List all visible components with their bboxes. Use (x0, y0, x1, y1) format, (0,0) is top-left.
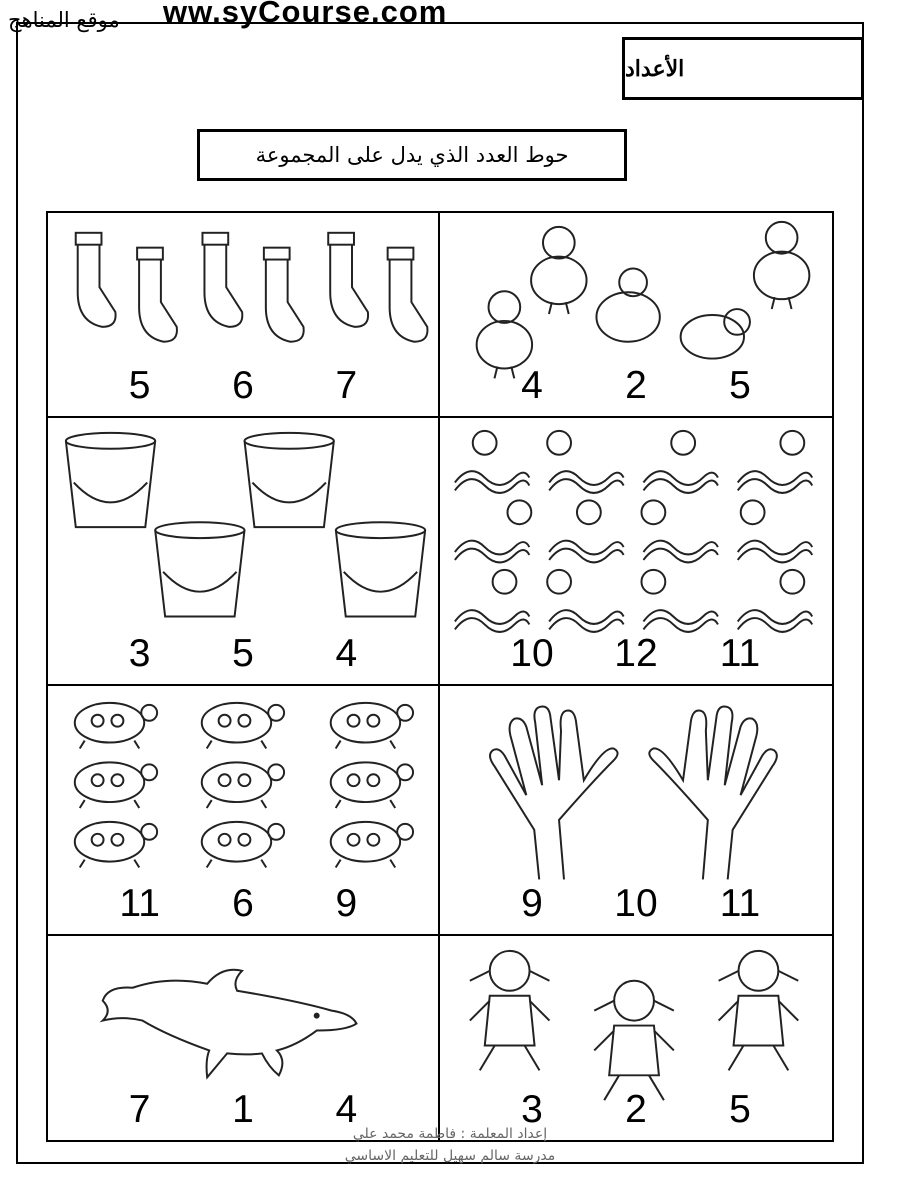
site-name-arabic: موقع المناهج (8, 8, 120, 32)
footer-school: مدرسة سالم سهيل للتعليم الاساسي (344, 1148, 556, 1164)
number-option[interactable]: 10 (510, 632, 554, 675)
cell-hands (440, 686, 832, 936)
number-option[interactable]: 5 (729, 364, 751, 407)
number-option[interactable]: 5 (232, 632, 254, 675)
cell-turtles (48, 686, 440, 936)
number-option[interactable]: 12 (614, 632, 658, 675)
number-option[interactable]: 9 (521, 882, 543, 925)
site-url[interactable]: ww.syCourse.com (163, 0, 448, 29)
number-option[interactable]: 6 (232, 364, 254, 407)
number-option[interactable]: 3 (128, 632, 151, 675)
number-option[interactable]: 11 (719, 632, 761, 675)
number-option[interactable]: 4 (335, 1088, 358, 1131)
cell-socks (48, 213, 440, 418)
number-option[interactable]: 4 (335, 632, 358, 675)
number-options (48, 364, 438, 408)
number-option[interactable]: 7 (128, 1088, 151, 1131)
number-option[interactable]: 1 (232, 1088, 254, 1131)
number-option[interactable]: 9 (335, 882, 358, 925)
number-option[interactable]: 7 (335, 364, 358, 407)
number-option[interactable]: 2 (625, 1088, 647, 1131)
number-options (440, 632, 832, 676)
number-option[interactable]: 5 (729, 1088, 751, 1131)
number-option[interactable]: 4 (521, 364, 543, 407)
cell-worms (440, 418, 832, 686)
number-option[interactable]: 11 (719, 882, 761, 925)
number-options (440, 364, 832, 408)
number-option[interactable]: 3 (521, 1088, 543, 1131)
number-options (48, 882, 438, 926)
number-option[interactable]: 10 (614, 882, 658, 925)
number-option[interactable]: 11 (119, 882, 160, 925)
worksheet-title: الأعداد (622, 37, 864, 100)
footer-teacher: إعداد المعلمة : فاطمة محمد علي (352, 1126, 548, 1142)
number-option[interactable]: 6 (232, 882, 254, 925)
number-options (440, 882, 832, 926)
number-option[interactable]: 2 (625, 364, 647, 407)
cell-buckets (48, 418, 440, 686)
instruction-box: حوط العدد الذي يدل على المجموعة (197, 129, 627, 181)
footer-credit (300, 1123, 600, 1167)
cell-chicks (440, 213, 832, 418)
number-options (48, 632, 438, 676)
number-option[interactable]: 5 (128, 364, 151, 407)
cell-dolphin (48, 936, 440, 1140)
cell-dolls (440, 936, 832, 1140)
exercise-grid (46, 211, 834, 1142)
